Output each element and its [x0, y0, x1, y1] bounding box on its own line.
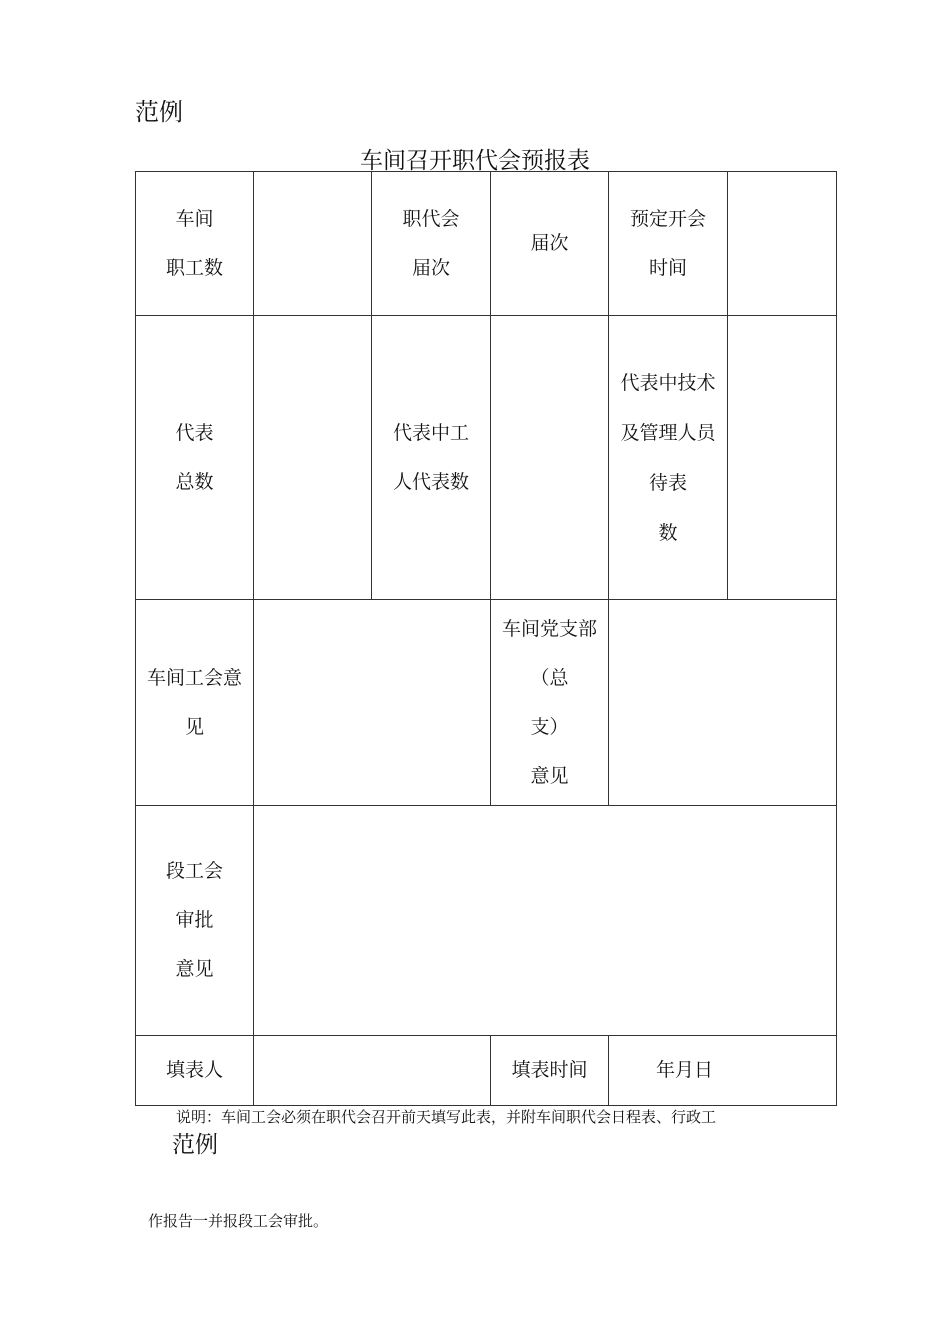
- label-line: 职工数: [165, 256, 223, 279]
- section-union-field[interactable]: [253, 805, 837, 1036]
- label-line: 人代表数: [392, 470, 469, 493]
- form-title: 车间召开职代会预报表: [360, 148, 590, 174]
- filler-label: 填表人: [135, 1035, 254, 1106]
- report-form-table: [135, 171, 837, 1106]
- label-lines: [502, 605, 597, 801]
- tech-mgmt-reps-label: [608, 315, 728, 600]
- label-line: 代表中技术: [620, 371, 716, 394]
- total-reps-field[interactable]: [253, 315, 372, 600]
- filler-field[interactable]: [253, 1035, 491, 1106]
- label-line: 车间: [175, 207, 214, 230]
- worker-reps-label: [371, 315, 491, 600]
- label-line: 审批: [175, 909, 214, 931]
- label-lines: [166, 195, 223, 293]
- total-reps-label: [135, 315, 254, 600]
- session-label: 届次: [490, 171, 609, 316]
- form-note: 说明：车间工会必须在职代会召开前天填写此表，并附车间职代会日程表、行政工: [176, 1108, 717, 1126]
- label-lines: [393, 409, 469, 507]
- label-line: 预定开会: [629, 207, 706, 230]
- label-lines: [402, 195, 459, 293]
- label-line: 支）: [530, 715, 569, 738]
- label-lines: [630, 195, 706, 293]
- label-line: 车间党支部: [501, 617, 597, 640]
- label-line: 车间工会意: [146, 666, 242, 689]
- page-header-label: 范例: [135, 98, 183, 126]
- label-line: 时间: [648, 256, 687, 279]
- tech-mgmt-reps-field[interactable]: [727, 315, 837, 600]
- union-opinion-field[interactable]: [253, 599, 491, 806]
- fill-time-label: 填表时间: [490, 1035, 609, 1106]
- label-line: 段工会: [165, 860, 223, 882]
- label-line: 届次: [411, 256, 450, 279]
- label-line: 代表中工: [392, 421, 469, 444]
- label-line: 及管理人员: [620, 421, 716, 444]
- label-line: 意见: [530, 764, 569, 787]
- label-line: 职代会: [402, 207, 460, 230]
- party-opinion-label: [490, 599, 609, 806]
- union-opinion-label: [135, 599, 254, 806]
- section-union-label: [135, 805, 254, 1036]
- label-line: 待表: [648, 471, 687, 494]
- label-line: （总: [530, 666, 569, 689]
- label-line: 数: [658, 521, 678, 544]
- label-line: 意见: [175, 958, 214, 980]
- label-lines: [166, 847, 223, 994]
- label-lines: [147, 654, 242, 752]
- workshop-staff-count-label: [135, 171, 254, 316]
- scheduled-time-label: [608, 171, 728, 316]
- congress-session-label: [371, 171, 491, 316]
- note-continuation: 作报告一并报段工会审批。: [148, 1212, 329, 1230]
- workshop-staff-count-field[interactable]: [253, 171, 372, 316]
- label-line: 总数: [175, 470, 214, 493]
- label-lines: [175, 409, 213, 507]
- label-lines: [620, 358, 715, 558]
- worker-reps-field[interactable]: [490, 315, 609, 600]
- footer-label: 范例: [172, 1132, 218, 1158]
- fill-time-field[interactable]: 年月日: [608, 1035, 837, 1106]
- label-line: 代表: [175, 421, 214, 444]
- party-opinion-field[interactable]: [608, 599, 837, 806]
- label-line: 见: [184, 715, 204, 738]
- scheduled-time-field[interactable]: [727, 171, 837, 316]
